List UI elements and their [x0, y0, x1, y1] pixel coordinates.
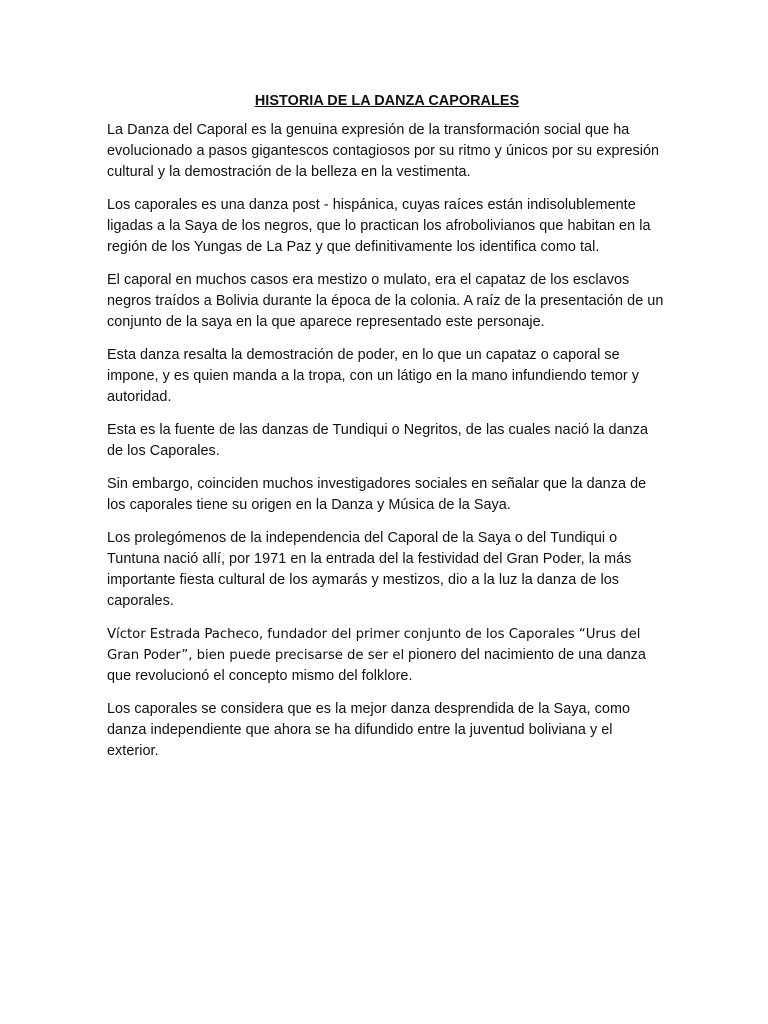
paragraph-5: Esta es la fuente de las danzas de Tundiqui o Negritos, de las cuales nació la danza de los Caporales. [107, 422, 648, 459]
paragraph-8-quoted-part: Víctor Estrada Pacheco, fundador del primer conjunto de los Caporales “Urus del Gran Poder”, bien puede precisarse de ser el [107, 627, 641, 663]
paragraph-1: La Danza del Caporal es la genuina expresión de la transformación social que ha evolucionado a pasos gigantescos contagiosos por su ritmo y únicos por su expresión cultural y la demostración de la belleza en la vestimenta. [107, 122, 660, 180]
paragraph-6: Sin embargo, coinciden muchos investigadores sociales en señalar que la danza de los caporales tiene su origen en la Danza y Música de la Saya. [107, 476, 647, 513]
document-body [107, 93, 667, 774]
paragraph-2: Los caporales es una danza post - hispánica, cuyas raíces están indisolublemente ligadas a la Saya de los negros, que lo practican los afrobolivianos que habitan en la región de los Yungas de La Paz y que definitivamente los identifica como tal. [107, 197, 651, 255]
paragraph-8-rest: pionero del nacimiento de una danza que revolucionó el concepto mismo del folklore. [107, 647, 646, 684]
paragraph-7: Los prolegómenos de la independencia del Caporal de la Saya o del Tundiqui o Tuntuna nació allí, por 1971 en la entrada del la festividad del Gran Poder, la más importante fiesta cultural de los aymarás y mestizos, dio a la luz la danza de los caporales. [107, 530, 632, 609]
paragraph-4: Esta danza resalta la demostración de poder, en lo que un capataz o caporal se impone, y es quien manda a la tropa, con un látigo en la mano infundiendo temor y autoridad. [107, 347, 640, 405]
paragraph-9: Los caporales se considera que es la mejor danza desprendida de la Saya, como danza independiente que ahora se ha difundido entre la juventud boliviana y el exterior. [107, 701, 631, 759]
document-title: HISTORIA DE LA DANZA CAPORALES [254, 93, 520, 109]
paragraph-3: El caporal en muchos casos era mestizo o mulato, era el capataz de los esclavos negros traídos a Bolivia durante la época de la colonia. A raíz de la presentación de un conjunto de la saya en la que aparece representado este personaje. [107, 272, 664, 330]
paragraph-8 [107, 624, 667, 687]
